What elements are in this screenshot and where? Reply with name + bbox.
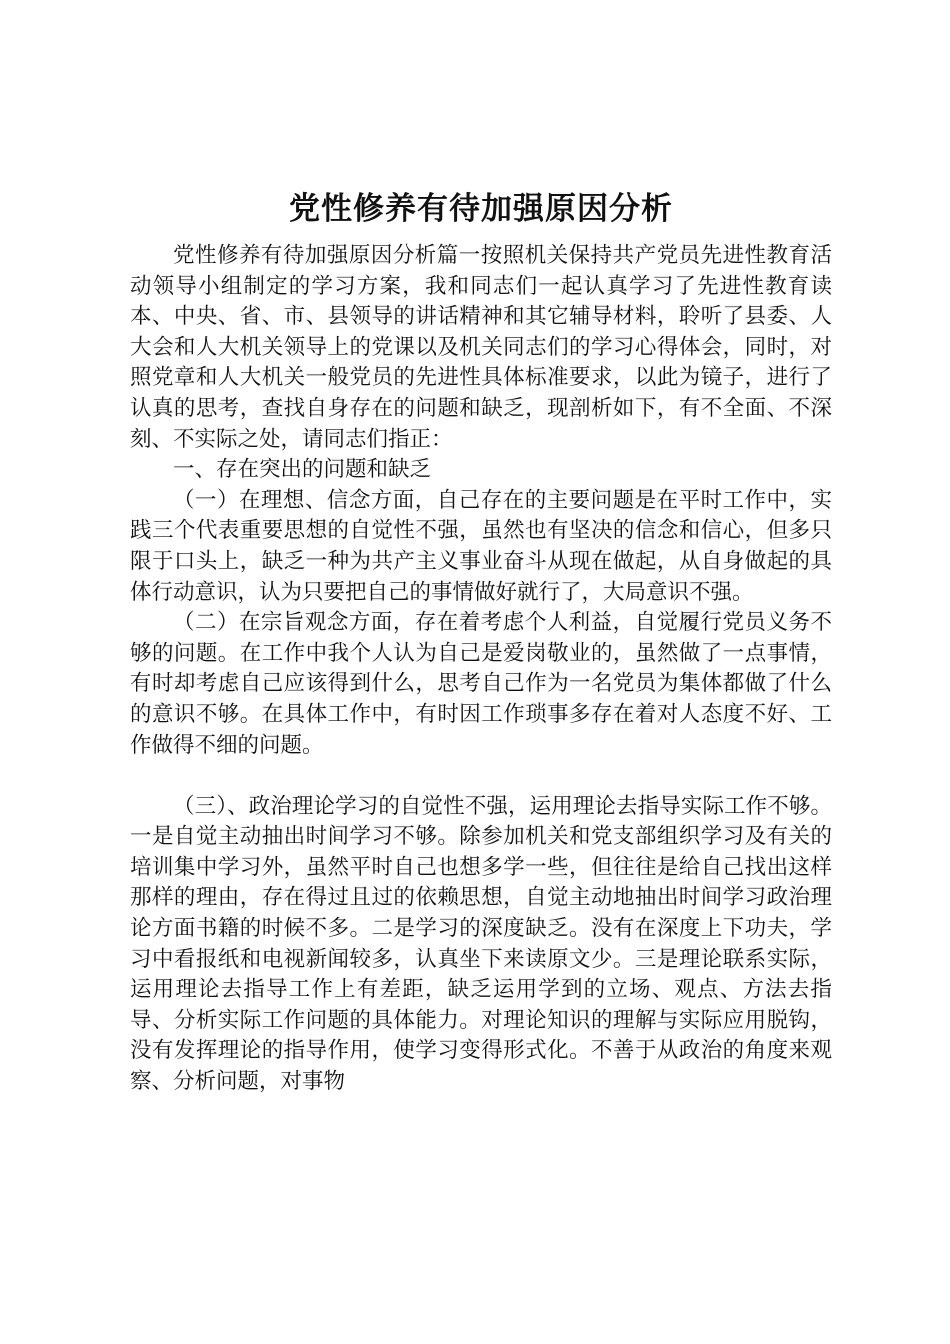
- paragraph-ideals-beliefs: （一）在理想、信念方面，自己存在的主要问题是在平时工作中，实践三个代表重要思想的自觉性不强，虽然也有坚决的信念和信心，但多只限于口头上，缺乏一种为共产主义事业奋斗从现在做起，从自身做起的具体行动意识，认为只要把自己的事情做好就行了，大局意识不强。: [130, 487, 832, 605]
- intro-paragraph: 党性修养有待加强原因分析篇一按照机关保持共产党员先进性教育活动领导小组制定的学习方案，我和同志们一起认真学习了先进性教育读本、中央、省、市、县领导的讲话精神和其它辅导材料，聆听了县委、人大会和人大机关领导上的党课以及机关同志们的学习心得体会，同时，对照党章和人大机关一般党员的先进性具体标准要求，以此为镜子，进行了认真的思考，查找自身存在的问题和缺乏，现剖析如下，有不全面、不深刻、不实际之处，请同志们指正：: [130, 243, 832, 452]
- paragraph-spacer: [130, 761, 832, 792]
- paragraph-political-theory: （三）、政治理论学习的自觉性不强，运用理论去指导实际工作不够。一是自觉主动抽出时间学习不够。除参加机关和党支部组织学习及有关的培训集中学习外，虽然平时自己也想多学一些，但往往是给自己找出这样那样的理由，存在得过且过的依赖思想，自觉主动地抽出时间学习政治理论方面书籍的时候不多。二是学习的深度缺乏。没有在深度上下功夫，学习中看报纸和电视新闻较多，认真坐下来读原文少。三是理论联系实际，运用理论去指导工作上有差距，缺乏运用学到的立场、观点、方法去指导、分析实际工作问题的具体能力。对理论知识的理解与实际应用脱钩，没有发挥理论的指导作用，使学习变得形式化。不善于从政治的角度来观察、分析问题，对事物: [130, 793, 832, 1095]
- document-title: 党性修养有待加强原因分析: [289, 191, 673, 227]
- paragraph-purpose-concept: （二）在宗旨观念方面，存在着考虑个人利益，自觉履行党员义务不够的问题。在工作中我个人认为自己是爱岗敬业的，虽然做了一点事情，有时却考虑自己应该得到什么，思考自己作为一名党员为集体都做了什么的意识不够。在具体工作中，有时因工作琐事多存在着对人态度不好、工作做得不细的问题。: [130, 610, 832, 758]
- document-page: [130, 183, 832, 1098]
- section-heading: 一、存在突出的问题和缺乏: [173, 457, 432, 483]
